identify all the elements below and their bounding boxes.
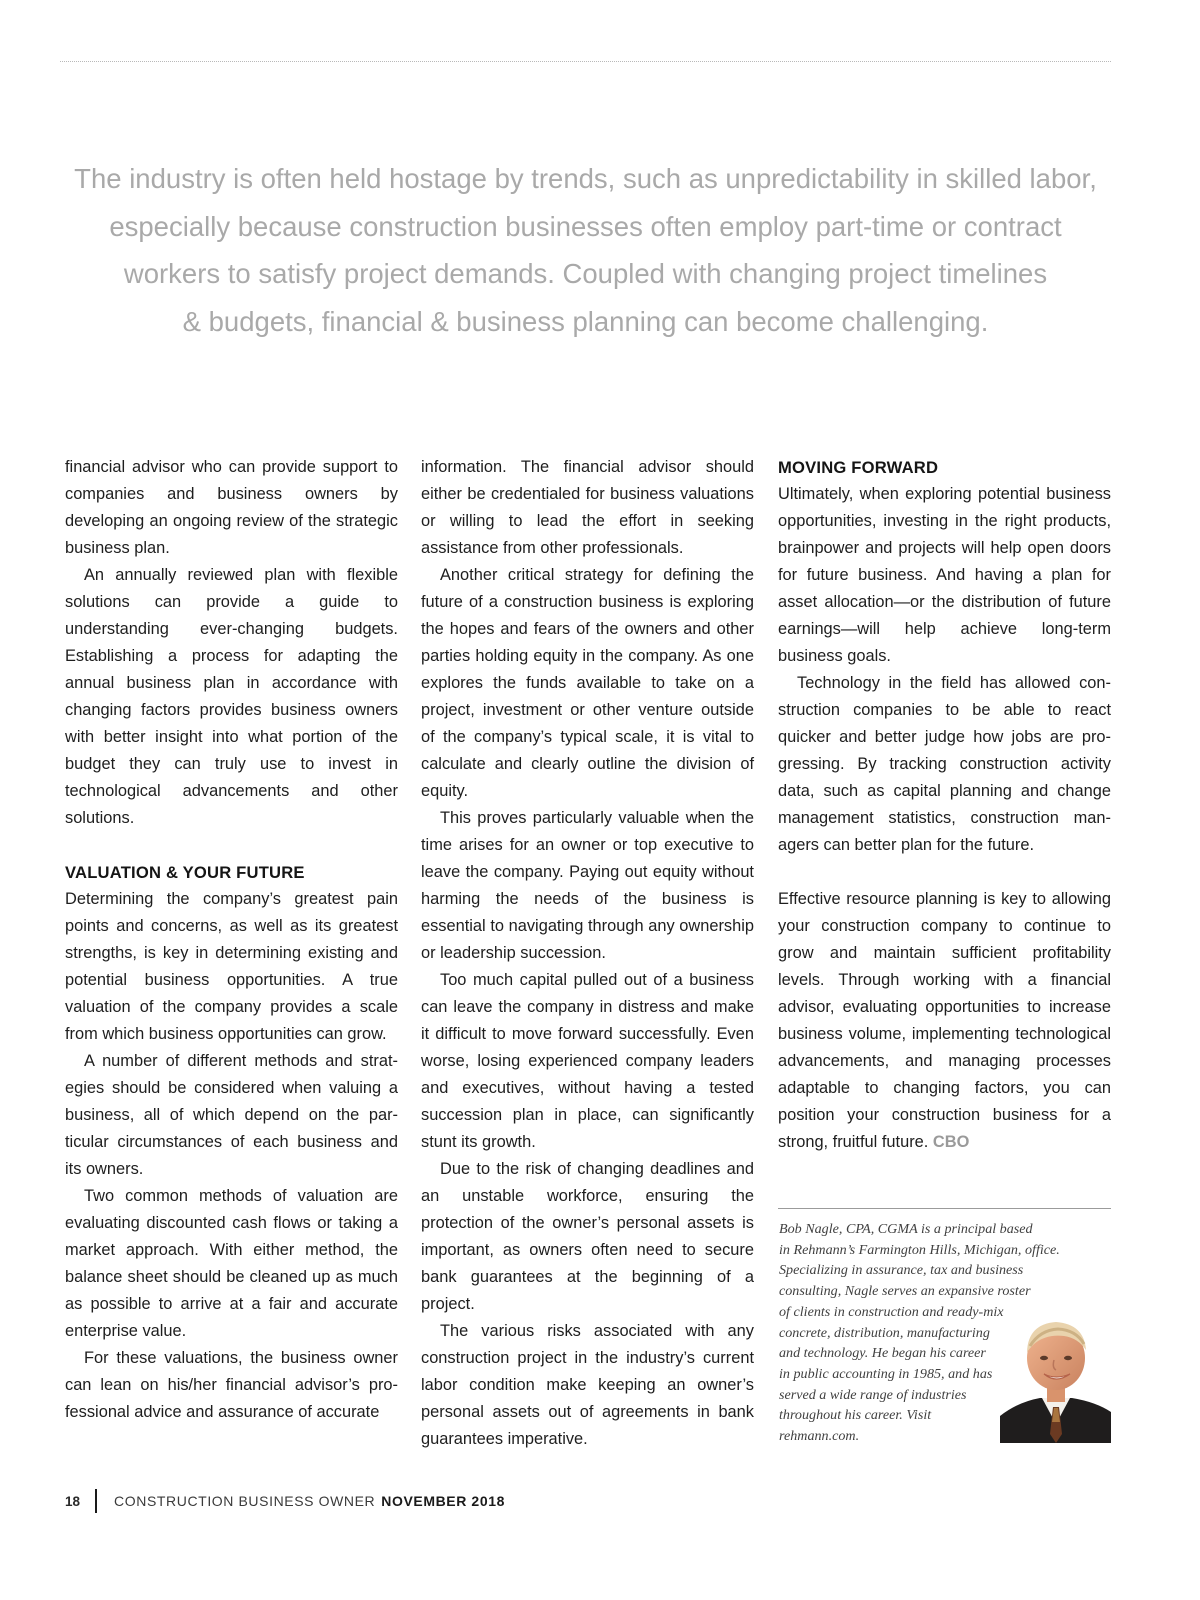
paragraph-text: Effective resource planning is key to allowing your construction company to continue to grow and maintain sufficient profitability levels. Through working with a financial advisor, evaluating opportunities to increase business volume, implementing technological advancements, and managing processes adaptable to changing factors, you can position your construction business for a strong, fruitful future. — [778, 890, 1111, 1151]
pull-quote — [60, 155, 1111, 345]
pull-quote-line: The industry is often held hostage by trends, such as unpredictability in skilled labor, — [74, 163, 1097, 194]
pull-quote-line: especially because construction businesses often employ part-time or contract — [109, 210, 1062, 242]
bio-line: throughout his career. Visit — [779, 1407, 932, 1424]
paragraph: Due to the risk of changing deadlines and an unstable workforce, ensuring the protection of the owner’s personal assets is important, as owners often need to secure bank guarantees at the beginning of a project. — [421, 1160, 754, 1313]
end-mark: CBO — [932, 1133, 970, 1151]
issue-date: NOVEMBER 2018 — [381, 1493, 505, 1509]
footer-divider — [95, 1489, 97, 1513]
paragraph: An annually reviewed plan with flexible solutions can provide a guide to understanding ever-changing budgets. Establishing a process for adapting the annual business plan in accordance with changing factors provides business owners with better insight into what portion of the budget they can truly use to invest in technological advancements and other solutions. — [65, 566, 398, 827]
paragraph-final — [778, 886, 1111, 1156]
paragraph: Two common methods of valuation are evaluating discounted cash flows or taking a market approach. With either method, the balance sheet should be cleaned up as much as possible to arrive at a fair and accurate enterprise value. — [65, 1187, 398, 1340]
bio-line: of clients in construction and ready-mix — [779, 1303, 1004, 1320]
paragraph: Too much capital pulled out of a business can leave the company in distress and make it difficult to move forward successfully. Even worse, losing experienced company leaders and executives, without having a tested succession plan in place, can significantly stunt its growth. — [421, 971, 754, 1151]
paragraph: financial advisor who can provide support to companies and business owners by developing an ongoing review of the strategic business plan. — [65, 458, 398, 557]
paragraph: Technology in the field has allowed construction companies to be able to react quicker and better judge how jobs are progressing. By tracking construction activity data, such as capital planning and change management statistics, construction managers can better plan for the future. — [778, 674, 1111, 854]
article-column-2 — [421, 454, 754, 1453]
bio-line: consulting, Nagle serves an expansive roster — [779, 1283, 1031, 1300]
paragraph: information. The financial advisor should either be credentialed for business valuations or willing to lead the effort in seeking assistance from other professionals. — [421, 458, 754, 557]
bio-line: Bob Nagle, CPA, CGMA is a principal based — [779, 1221, 1033, 1237]
bio-line: concrete, distribution, manufacturing — [779, 1324, 990, 1341]
bio-divider — [778, 1208, 1111, 1209]
author-bio — [779, 1219, 1119, 1447]
section-heading-moving-forward: MOVING FORWARD — [778, 458, 939, 477]
article-column-1 — [65, 454, 398, 1426]
top-divider — [60, 61, 1111, 62]
bio-line: in Rehmann’s Farmington Hills, Michigan, office. — [779, 1241, 1060, 1258]
page-number: 18 — [65, 1493, 81, 1509]
bio-line: and technology. He began his career — [779, 1345, 986, 1362]
paragraph: A number of different methods and strategies should be considered when valuing a business, all of which depend on the particular circumstances of each business and its owners. — [65, 1052, 398, 1178]
pull-quote-line: & budgets, financial & business planning can become challenging. — [182, 305, 989, 337]
bio-line: in public accounting in 1985, and has — [779, 1365, 993, 1382]
paragraph: Ultimately, when exploring potential business opportunities, investing in the right products, brainpower and projects will help open doors for future business. And having a plan for asset allocation—or the distribution of future earnings—will help achieve long-term business goals. — [778, 485, 1111, 665]
magazine-title: CONSTRUCTION BUSINESS OWNER — [114, 1493, 376, 1509]
page-footer — [65, 1487, 505, 1515]
paragraph: This proves particularly valuable when the time arises for an owner or top executive to leave the company. Paying out equity without harming the needs of the business is essential to navigating through any ownership or leadership succession. — [421, 809, 754, 962]
bio-line: rehmann.com. — [779, 1428, 860, 1445]
paragraph: Another critical strategy for defining the future of a construction business is exploring the hopes and fears of the owners and other parties holding equity in the company. As one explores the funds available to take on a project, investment or other venture outside of the company’s typical scale, it is vital to calculate and clearly outline the division of equity. — [421, 566, 754, 800]
paragraph: The various risks associated with any construction project in the industry’s current labor condition make keeping an owner’s personal assets out of agreements in bank guarantees imperative. — [421, 1322, 754, 1448]
bio-line: served a wide range of industries — [779, 1386, 967, 1403]
paragraph: For these valuations, the business owner can lean on his/her financial advisor’s professional advice and assurance of accurate — [65, 1349, 398, 1421]
section-heading-valuation: VALUATION & YOUR FUTURE — [65, 863, 305, 882]
bio-line: Specializing in assurance, tax and business — [779, 1262, 1024, 1279]
paragraph: Determining the company’s greatest pain points and concerns, as well as its greatest strengths, is key in determining existing and potential business opportunities. A true valuation of the company provides a scale from which business opportunities can grow. — [65, 890, 398, 1043]
article-column-3 — [778, 454, 1111, 1156]
pull-quote-line: workers to satisfy project demands. Coupled with changing project timelines — [123, 258, 1048, 289]
